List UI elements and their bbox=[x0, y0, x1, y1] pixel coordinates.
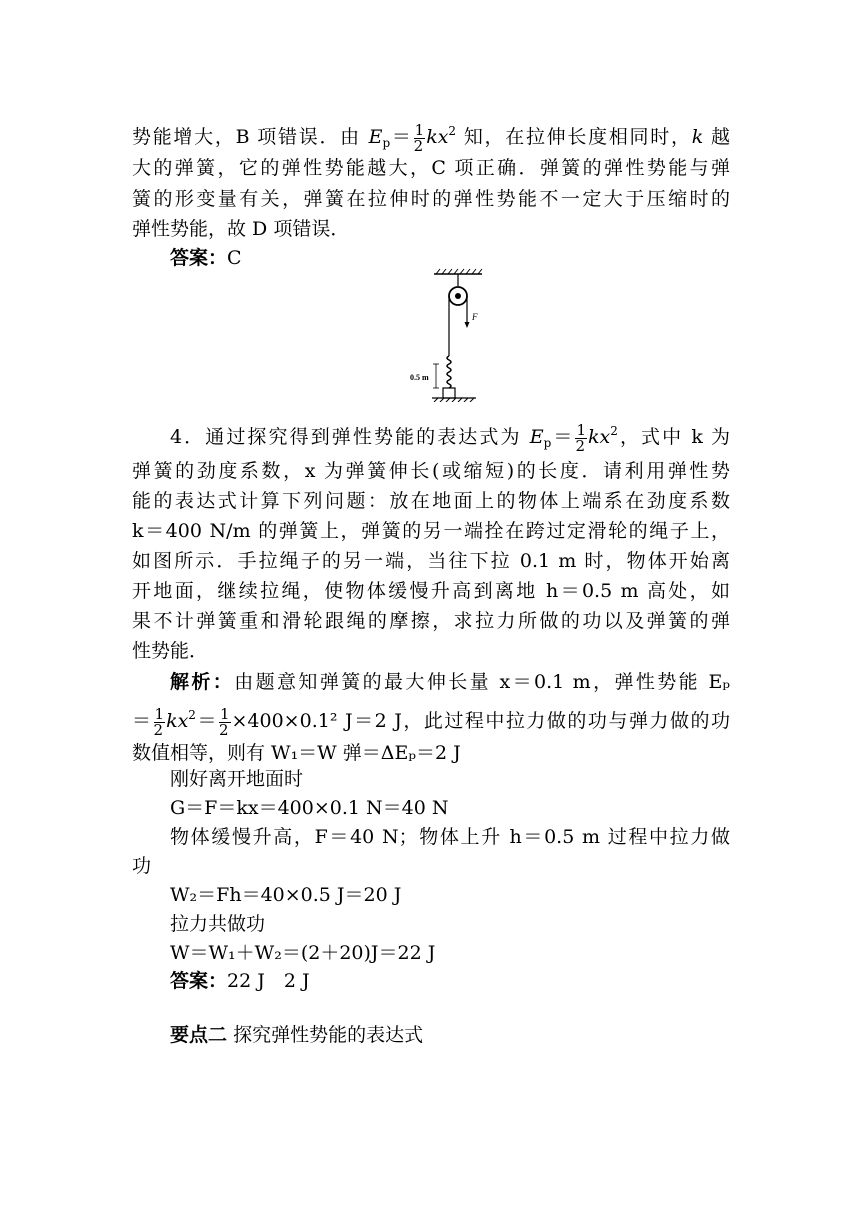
solution-line-3: 数值相等，则有 W₁＝W 弹＝ΔEₚ＝2 J bbox=[132, 742, 461, 764]
answer-value: 22 J 2 J bbox=[227, 970, 310, 992]
answer-label: 答案： bbox=[170, 970, 228, 992]
problem-4-line-5: 如图所示．手拉绳子的另一端，当往下拉 0.1 m 时，物体开始离 bbox=[132, 550, 730, 572]
problem-4-line-1: 4．通过探究得到弹性势能的表达式为 $E_p=$ $\frac{1}{2}$ $kx^2$，式中 k 为 bbox=[170, 420, 730, 455]
problem-4-line-2: 弹簧的劲度系数，x 为弹簧伸长(或缩短)的长度．请利用弹性势 bbox=[132, 460, 730, 482]
force-label: F bbox=[472, 312, 478, 322]
problem-4-line-4: k＝400 N/m 的弹簧上，弹簧的另一端拴在跨过定滑轮的绳子上， bbox=[132, 520, 730, 542]
section-heading-label: 要点二 bbox=[170, 1024, 228, 1046]
spring-icon bbox=[447, 356, 451, 388]
solution-line-8: W₂＝Fh＝40×0.5 J＝20 J bbox=[170, 884, 402, 906]
solution-line-9: 拉力共做功 bbox=[170, 913, 266, 935]
problem-4-line-3: 能的表达式计算下列问题：放在地面上的物体上端系在劲度系数 bbox=[132, 490, 730, 512]
solution-line-10: W＝W₁＋W₂＝(2＋20)J＝22 J bbox=[170, 942, 436, 964]
solution-line-6: 物体缓慢升高，F＝40 N；物体上升 h＝0.5 m 过程中拉力做 bbox=[170, 826, 730, 848]
solution-line-2: ＝ $\frac{1}{2}$ $kx^2=$ $\frac{1}{2}$ ×400×0.1² J＝2 J，此过程中拉力做的功与弹力做的功 bbox=[132, 704, 730, 739]
answer-label: 答案： bbox=[170, 247, 228, 269]
problem-4-line-7: 果不计弹簧重和滑轮跟绳的摩擦，求拉力所做的功以及弹簧的弹 bbox=[132, 610, 730, 632]
problem-4-line-8: 性势能． bbox=[132, 640, 209, 662]
solution-line-4: 刚好离开地面时 bbox=[170, 768, 304, 790]
height-label: 0.5 m bbox=[410, 373, 429, 382]
text-line-2: 大的弹簧，它的弹性势能越大，C 项正确．弹簧的弹性势能与弹 bbox=[132, 157, 730, 179]
answer-value: C bbox=[227, 247, 242, 269]
solution-line-7: 功 bbox=[132, 855, 152, 877]
answer-2 bbox=[170, 968, 730, 994]
block-icon bbox=[443, 388, 455, 398]
problem-4-line-6: 开地面，继续拉绳，使物体缓慢升高到离地 h＝0.5 m 高处，如 bbox=[132, 580, 730, 602]
text-line-4: 弹性势能，故 D 项错误． bbox=[132, 218, 350, 240]
solution-line-5: G＝F＝kx＝400×0.1 N＝40 N bbox=[170, 797, 449, 819]
text-line-1: 势能增大，B 项错误．由 $E_p=$ $\frac{1}{2}$ $kx^2$ 知，在拉伸长度相同时，k 越 bbox=[132, 120, 730, 155]
solution-label: 解析： bbox=[170, 671, 235, 693]
section-heading bbox=[170, 1022, 730, 1048]
text-line-3: 簧的形变量有关，弹簧在拉伸时的弹性势能不一定大于压缩时的 bbox=[132, 188, 730, 210]
pulley-spring-figure bbox=[408, 264, 488, 402]
section-heading-title: 探究弹性势能的表达式 bbox=[233, 1024, 424, 1046]
solution-line-1: 解析：由题意知弹簧的最大伸长量 x＝0.1 m，弹性势能 Eₚ bbox=[170, 671, 730, 693]
